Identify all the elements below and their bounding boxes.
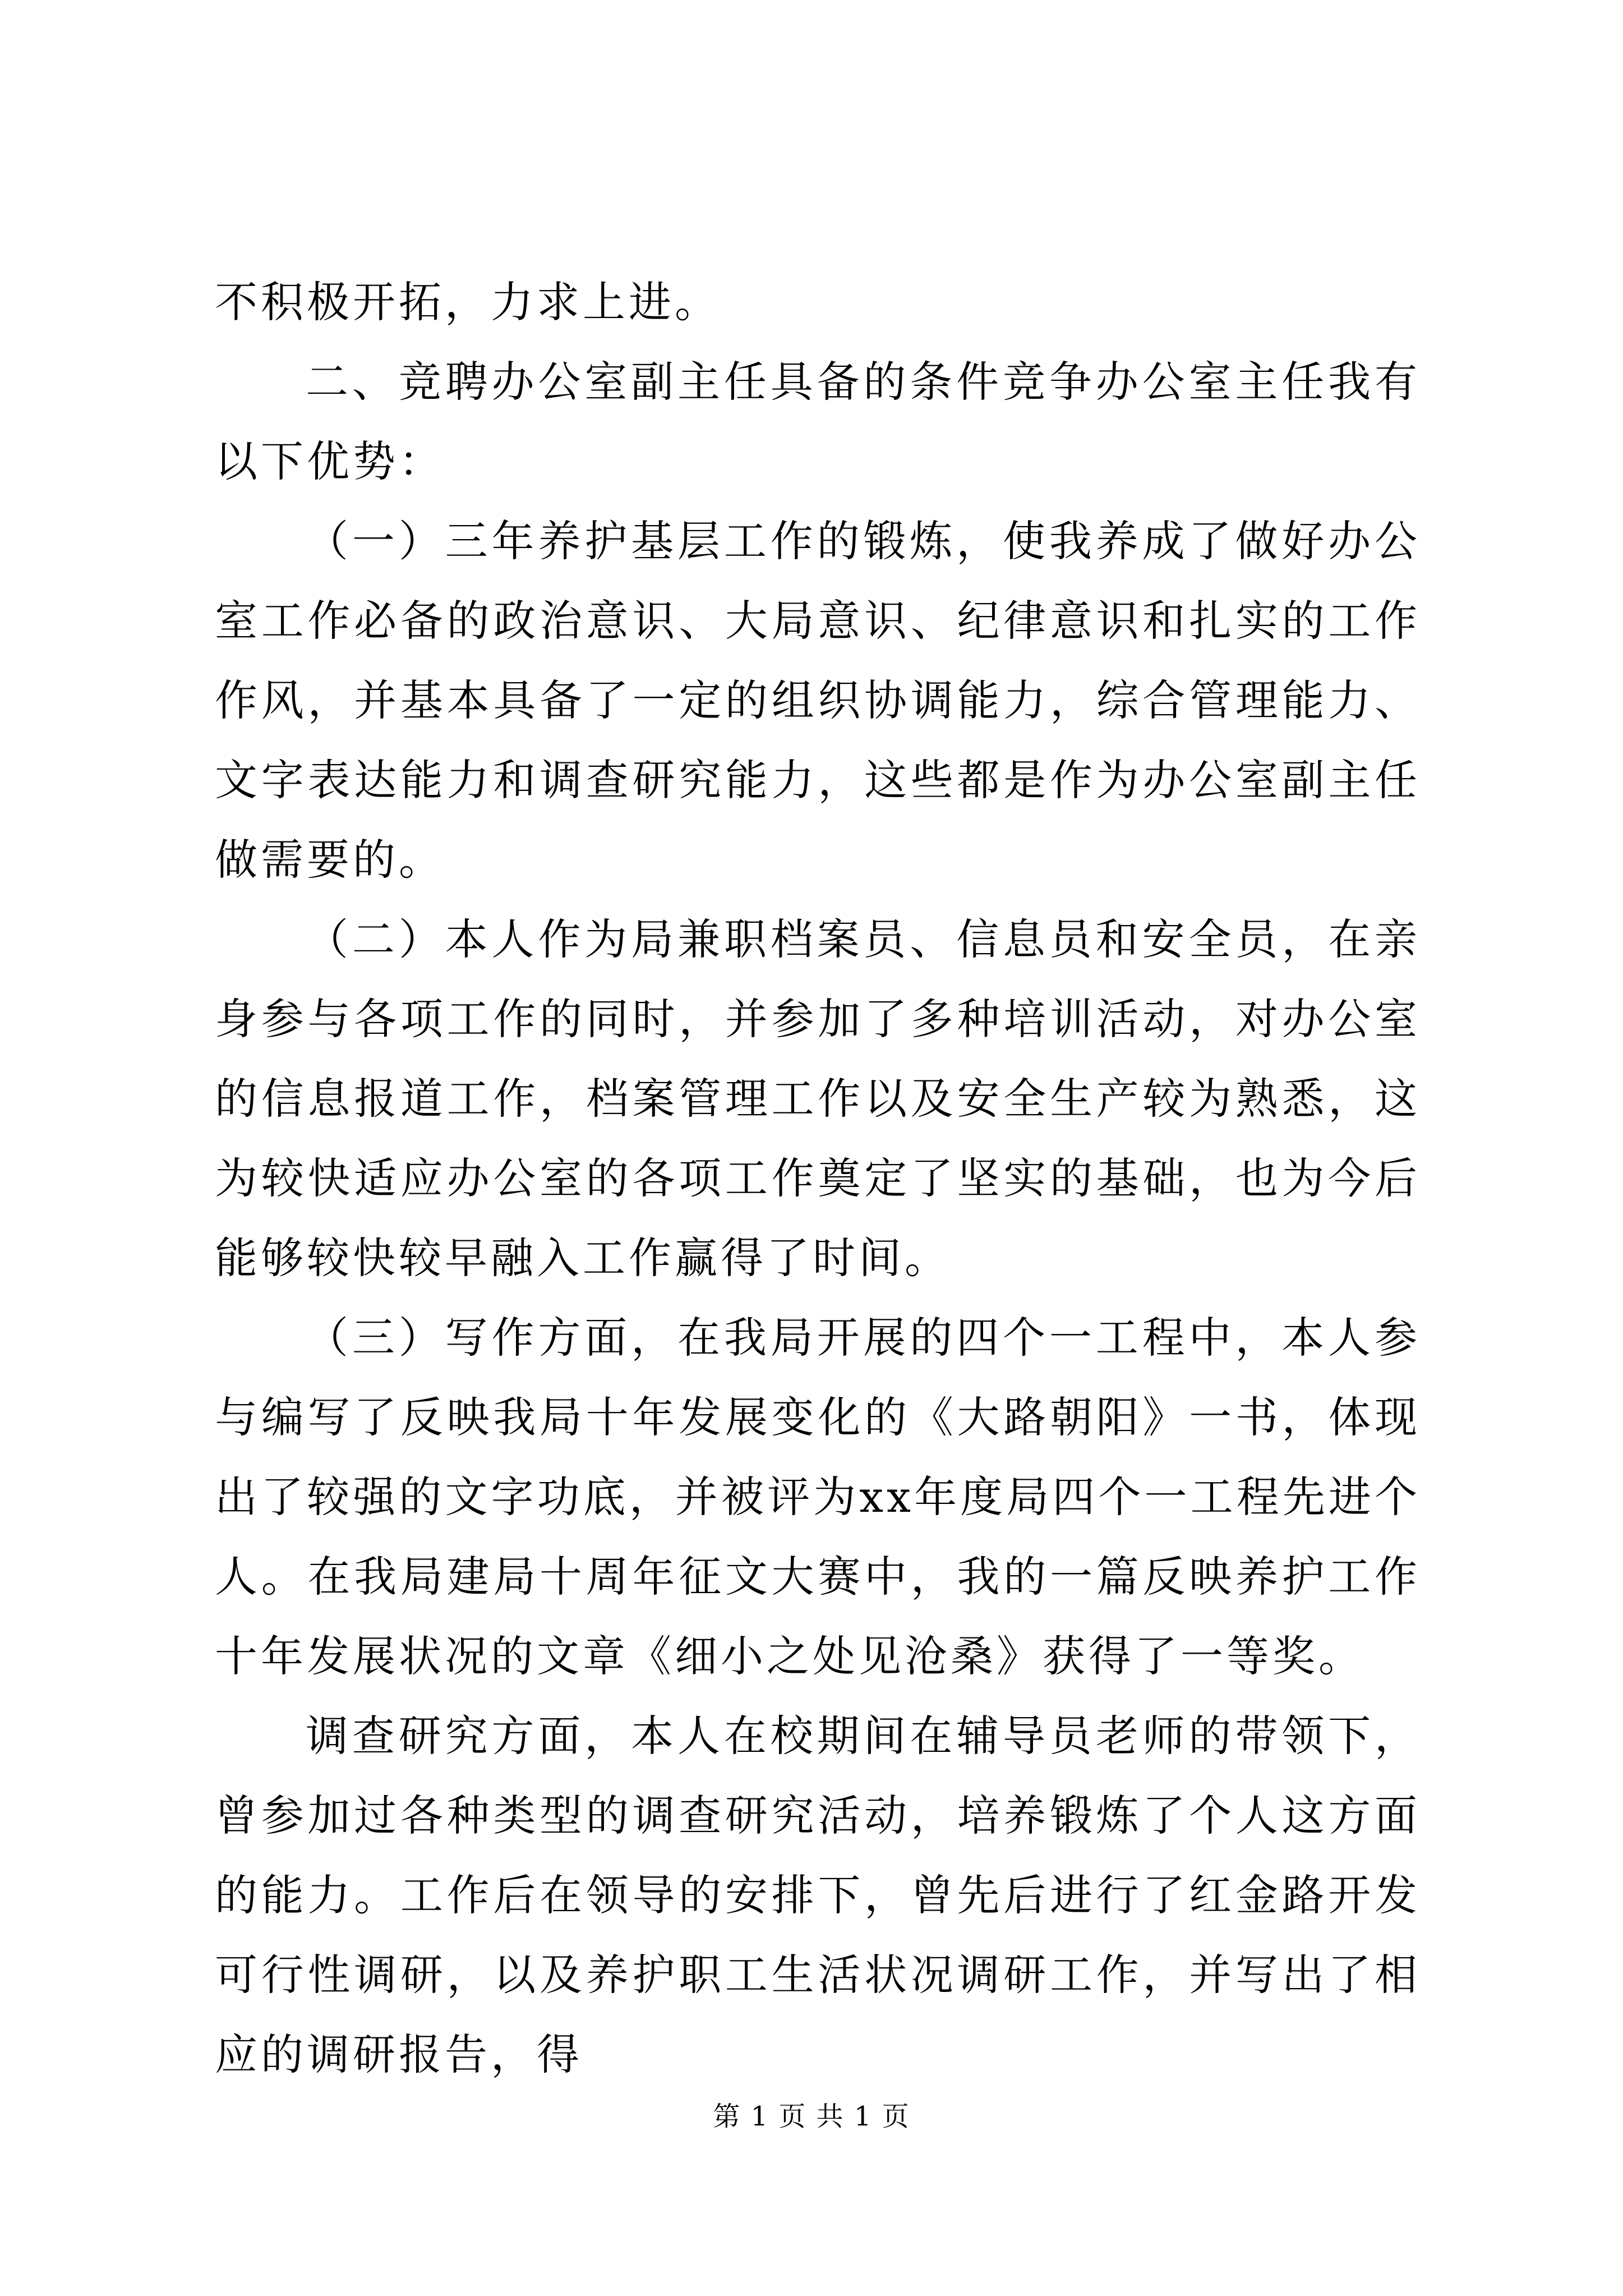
paragraph-3: （一）三年养护基层工作的锻炼，使我养成了做好办公室工作必备的政治意识、大局意识、纪律意识和扎实的工作作风，并基本具备了一定的组织协调能力，综合管理能力、文字表达能力和调查研究能力，这些都是作为办公室副主任做需要的。 — [215, 516, 1421, 885]
paragraph-6: 调查研究方面，本人在校期间在辅导员老师的带领下，曾参加过各种类型的调查研究活动，培养锻炼了个人这方面的能力。工作后在领导的安排下，曾先后进行了红金路开发可行性调研，以及养护职工生活状况调研工作，并写出了相应的调研报告，得 — [215, 1711, 1421, 2079]
paragraph-4: （二）本人作为局兼职档案员、信息员和安全员，在亲身参与各项工作的同时，并参加了多种培训活动，对办公室的信息报道工作，档案管理工作以及安全生产较为熟悉，这为较快适应办公室的各项工作奠定了坚实的基础，也为今后能够较快较早融入工作赢得了时间。 — [215, 914, 1421, 1283]
paragraph-1: 不积极开拓，力求上进。 — [215, 277, 721, 327]
paragraph-2: 二、竞聘办公室副主任具备的条件竞争办公室主任我有以下优势： — [215, 357, 1421, 486]
paragraph-5: （三）写作方面，在我局开展的四个一工程中，本人参与编写了反映我局十年发展变化的《大路朝阳》一书，体现出了较强的文字功底，并被评为xx年度局四个一工程先进个人。在我局建局十周年征文大赛中，我的一篇反映养护工作十年发展状况的文章《细小之处见沧桑》获得了一等奖。 — [215, 1313, 1421, 1681]
page-footer: 第 1 页 共 1 页 — [713, 2101, 910, 2132]
document-body — [215, 263, 1421, 2095]
